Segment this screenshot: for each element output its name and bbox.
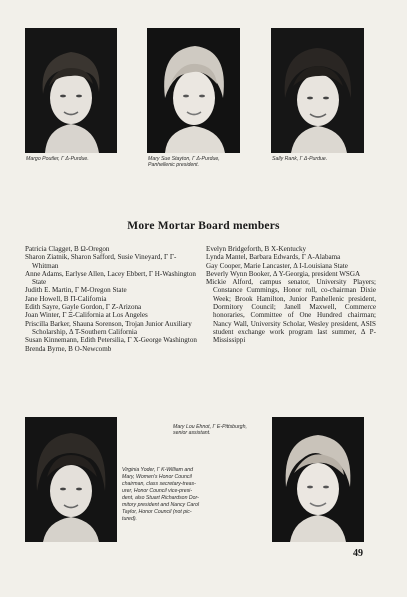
photo-mary-sue-stayton	[147, 28, 240, 153]
page-number: 49	[353, 548, 363, 559]
portrait-image	[271, 28, 364, 153]
right-member-column	[206, 245, 376, 345]
member-entry: Susan Kinnemann, Edith Petersilia, Γ Χ-George Washington	[25, 336, 197, 345]
caption-sally: Sally Rank, Γ Δ-Purdue.	[272, 156, 328, 162]
member-entry: Jane Howell, Β Π-California	[25, 294, 107, 303]
member-entry: Priscilla Barker, Shauna Sorenson, Trojan Junior Auxiliary Scholarship, Δ Τ-Southern California	[25, 319, 192, 336]
member-entry: Joan Winter, Γ Ξ-California at Los Angeles	[25, 311, 148, 320]
portrait-image	[25, 28, 117, 153]
member-entry: Brenda Byrne, Β Ο-Newcomb	[25, 344, 112, 353]
photo-margo-poutler	[25, 28, 117, 153]
portrait-image	[147, 28, 240, 153]
member-entry: Edith Sayre, Gayle Gordon, Γ Ζ-Arizona	[25, 303, 142, 312]
member-entry: Anne Adams, Earlyse Allen, Lacey Ebbert, Γ Η-Washington State	[25, 269, 196, 287]
photo-sally-rank	[271, 28, 364, 153]
member-entry: Sharon Ziatnik, Sharon Safford, Susie Vineyard, Γ Γ-Whitman	[25, 253, 177, 270]
member-entry: Gay Cooper, Marie Lancaster, Δ Ι-Louisiana State	[206, 261, 348, 270]
caption-virginia: Virginia Yoder, Γ Κ-William and Mary, Women's Honor Council chairman, class secretary-treas- urer, Honor Council vice-presi- dent, also Stuart Richardson Dor- mitory president and Nancy Carol Taylor, Honor Council (not pic- tured).	[122, 467, 199, 522]
member-entry: Evelyn Bridgeforth, Β Χ-Kentucky	[206, 245, 307, 253]
photo-mary-lou-ehnot	[272, 417, 364, 542]
photo-virginia-yoder	[25, 417, 117, 542]
caption-mary-sue: Mary Sue Stayton, Γ Δ-Purdue, Panhellenic president.	[148, 156, 220, 169]
member-entry: Lynda Mantel, Barbara Edwards, Γ Α-Alabama	[206, 253, 341, 262]
portrait-image	[272, 417, 364, 542]
section-heading: More Mortar Board members	[127, 220, 280, 232]
member-entry: Judith E. Martin, Γ Μ-Oregon State	[25, 286, 127, 295]
caption-mary-lou: Mary Lou Ehnot, Γ Ε-Pittsburgh, senior assistant.	[173, 424, 247, 437]
member-entry: Mickie Alford, campus senator, University Players; Constance Cummings, Honor roll, co-chairman Dixie Week; Brook Hamilton, Junior Panhellenic president, Dormitory Council; Janell Maxwell, Commerce honoraries, Committee of One Hundred chairman; Nancy Wall, University Scholar, Wesley president, ASIS student exchange work program last summer, Δ Ρ-Mississippi	[206, 278, 376, 345]
caption-margo: Margo Poutler, Γ Δ-Purdue.	[26, 156, 89, 162]
member-entry: Patricia Clagget, Β Ω-Oregon	[25, 245, 110, 253]
portrait-image	[25, 417, 117, 542]
left-member-column	[25, 245, 197, 353]
member-entry: Beverly Wynn Booker, Δ Υ-Georgia, president WSGA	[206, 269, 361, 278]
